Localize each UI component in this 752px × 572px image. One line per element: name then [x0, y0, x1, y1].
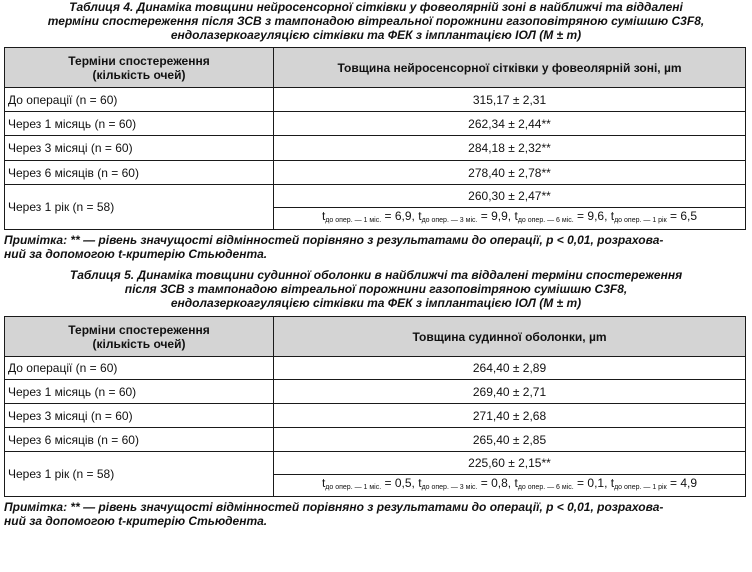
table-row	[5, 357, 746, 380]
row-value: 260,30 ± 2,47**	[274, 185, 746, 208]
t-stat: $t_{до опер. — 3 міс.} = 9,9$,	[418, 209, 515, 224]
row-label: До операції (n = 60)	[5, 88, 274, 112]
row-value: 315,17 ± 2,31	[274, 88, 746, 112]
table4	[4, 47, 746, 230]
table5	[4, 316, 746, 497]
t-statistics	[274, 208, 746, 230]
row-label: Через 1 місяць (n = 60)	[5, 112, 274, 136]
table5-header-period	[5, 317, 274, 357]
table-row	[5, 380, 746, 404]
table5-caption	[0, 268, 752, 310]
t-stat: $t_{до опер. — 1 міс.} = 0,5$,	[321, 476, 419, 491]
t-stat: $t_{до опер. — 1 рік} = 4,9$	[610, 476, 698, 491]
header-sublabel: (кількість очей)	[92, 67, 186, 82]
row-label: До операції (n = 60)	[5, 357, 274, 380]
note-line: Примітка: ** — рівень значущості відмінностей порівняно з результатами до операції, p < 0,01, розрахова-	[4, 233, 664, 247]
t-stat: $t_{до опер. — 6 міс.} = 9,6$,	[514, 209, 611, 224]
table4-header-thickness: Товщина нейросенсорної сітківки у фовеолярній зоні, µm	[274, 48, 746, 88]
row-label: Через 1 місяць (n = 60)	[5, 380, 274, 404]
row-value: 284,18 ± 2,32**	[274, 136, 746, 161]
note-line: Примітка: ** — рівень значущості відмінностей порівняно з результатами до операції, p < 0,01, розрахова-	[4, 500, 664, 514]
table4-caption-line: терміни спостереження після ЗСВ з тампонадою вітреальної порожнини газоповітряною сумішшю C3F8,	[47, 14, 705, 28]
row-label: Через 3 місяці (n = 60)	[5, 136, 274, 161]
row-label: Через 6 місяців (n = 60)	[5, 161, 274, 185]
table4-caption-line: ендолазеркоагуляцією сітківки та ФЕК з імплантацією ІОЛ (M ± m)	[170, 28, 582, 42]
row-label: Через 6 місяців (n = 60)	[5, 428, 274, 452]
table5-caption-line: ендолазеркоагуляцією сітківки та ФЕК з імплантацією ІОЛ (M ± m)	[170, 296, 582, 310]
table-row	[5, 185, 746, 208]
row-value: 262,34 ± 2,44**	[274, 112, 746, 136]
table-row	[5, 136, 746, 161]
row-value: 225,60 ± 2,15**	[274, 452, 746, 475]
table-row	[5, 161, 746, 185]
table5-caption-line: після ЗСВ з тампонадою вітреальної порожнини газоповітряною сумішшю C3F8,	[124, 282, 628, 296]
row-value: 271,40 ± 2,68	[274, 404, 746, 428]
t-stat: $t_{до опер. — 1 рік} = 6,5$	[610, 209, 698, 224]
table-row	[5, 88, 746, 112]
table4-header-period	[5, 48, 274, 88]
header-sublabel: (кількість очей)	[92, 336, 186, 351]
t-stat: $t_{до опер. — 1 міс.} = 6,9$,	[321, 209, 419, 224]
note-line: ний за допомогою t-критерію Стьюдента.	[4, 247, 268, 261]
row-value: 264,40 ± 2,89	[274, 357, 746, 380]
header-label: Терміни спостереження	[68, 53, 210, 68]
note-line: ний за допомогою t-критерію Стьюдента.	[4, 514, 268, 528]
table-row	[5, 112, 746, 136]
row-label: Через 1 рік (n = 58)	[5, 452, 274, 497]
row-value: 278,40 ± 2,78**	[274, 161, 746, 185]
table5-caption-line: Таблиця 5. Динаміка товщини судинної оболонки в найближчі та віддалені терміни спостереження	[69, 268, 683, 282]
header-label: Терміни спостереження	[68, 322, 210, 337]
table-row	[5, 452, 746, 475]
t-statistics	[274, 475, 746, 497]
row-label: Через 1 рік (n = 58)	[5, 185, 274, 230]
t-stat: $t_{до опер. — 3 міс.} = 0,8$,	[418, 476, 515, 491]
table4-caption-line: Таблиця 4. Динаміка товщини нейросенсорної сітківки у фовеолярній зоні в найближчі та віддалені	[69, 0, 683, 14]
table-row	[5, 428, 746, 452]
table5-note	[0, 500, 752, 528]
row-value: 265,40 ± 2,85	[274, 428, 746, 452]
row-label: Через 3 місяці (n = 60)	[5, 404, 274, 428]
table4-caption	[0, 0, 752, 42]
table-row	[5, 404, 746, 428]
t-stat: $t_{до опер. — 6 міс.} = 0,1$,	[514, 476, 611, 491]
row-value: 269,40 ± 2,71	[274, 380, 746, 404]
table4-note	[0, 233, 752, 261]
table5-header-thickness: Товщина судинної оболонки, µm	[274, 317, 746, 357]
